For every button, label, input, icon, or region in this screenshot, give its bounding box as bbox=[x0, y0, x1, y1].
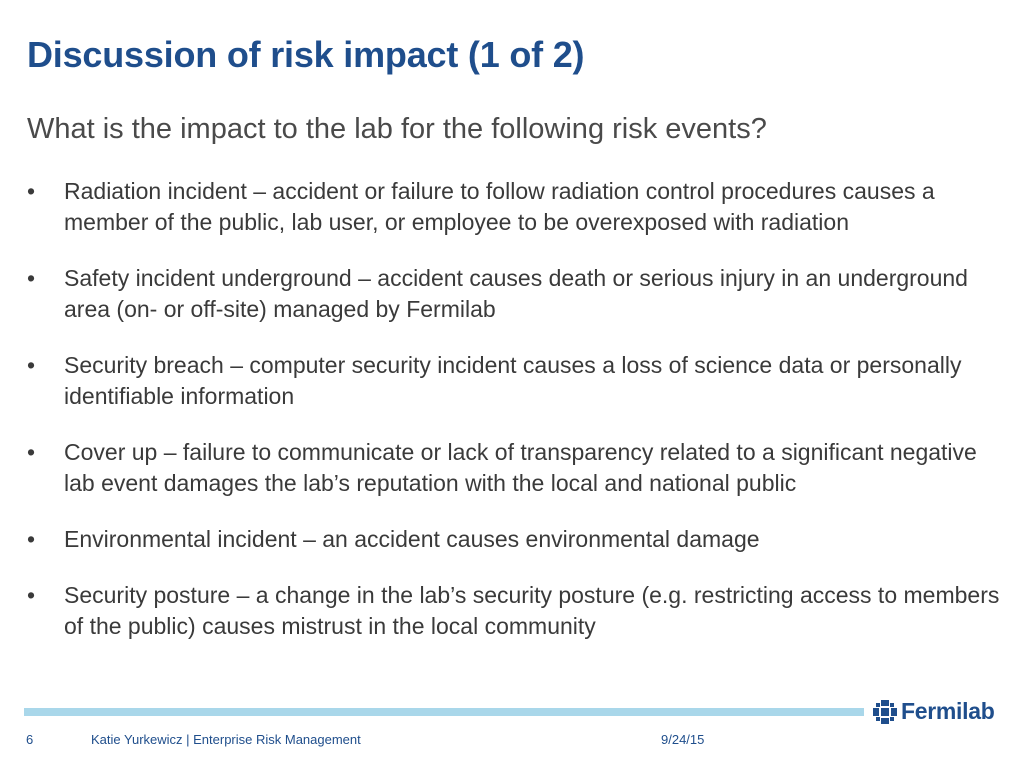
bullet-list bbox=[27, 176, 1007, 667]
page-number: 6 bbox=[26, 732, 34, 747]
bullet-text: Security posture – a change in the lab’s security posture (e.g. restricting access to members of the public) causes mistrust in the local community bbox=[64, 582, 1000, 639]
bullet-text: Radiation incident – accident or failure to follow radiation control procedures causes a member of the public, lab user, or employee to be overexposed with radiation bbox=[64, 178, 935, 235]
footer-date: 9/24/15 bbox=[661, 732, 705, 747]
bullet-marker: • bbox=[27, 265, 36, 291]
bullet-marker: • bbox=[27, 178, 36, 204]
bullet-marker: • bbox=[27, 526, 36, 552]
bullet-marker: • bbox=[27, 352, 36, 378]
slide-title: Discussion of risk impact (1 of 2) bbox=[27, 34, 585, 75]
bullet-text: Security breach – computer security incident causes a loss of science data or personally identifiable information bbox=[64, 352, 962, 409]
bullet-marker: • bbox=[27, 439, 36, 465]
bullet-text: Cover up – failure to communicate or lack of transparency related to a significant negative lab event damages the lab’s reputation with the local and national public bbox=[64, 439, 977, 496]
bullet-marker: • bbox=[27, 582, 36, 608]
slide-subtitle: What is the impact to the lab for the following risk events? bbox=[27, 113, 767, 145]
fermilab-logo-icon bbox=[873, 700, 897, 724]
bullet-text: Environmental incident – an accident causes environmental damage bbox=[64, 526, 760, 552]
bullet-item-radiation bbox=[27, 176, 1007, 238]
bullet-item-cover-up bbox=[27, 437, 1007, 499]
fermilab-logo bbox=[873, 698, 994, 725]
bullet-item-environmental bbox=[27, 524, 1007, 555]
bullet-item-security-posture bbox=[27, 580, 1007, 642]
footer-presenter: Katie Yurkewicz | Enterprise Risk Management bbox=[91, 732, 361, 747]
bullet-item-safety bbox=[27, 263, 1007, 325]
bullet-item-security-breach bbox=[27, 350, 1007, 412]
fermilab-logo-text: Fermilab bbox=[901, 698, 995, 724]
bullet-text: Safety incident underground – accident causes death or serious injury in an underground area (on- or off-site) managed by Fermilab bbox=[64, 265, 968, 322]
footer-divider-bar bbox=[24, 708, 864, 716]
